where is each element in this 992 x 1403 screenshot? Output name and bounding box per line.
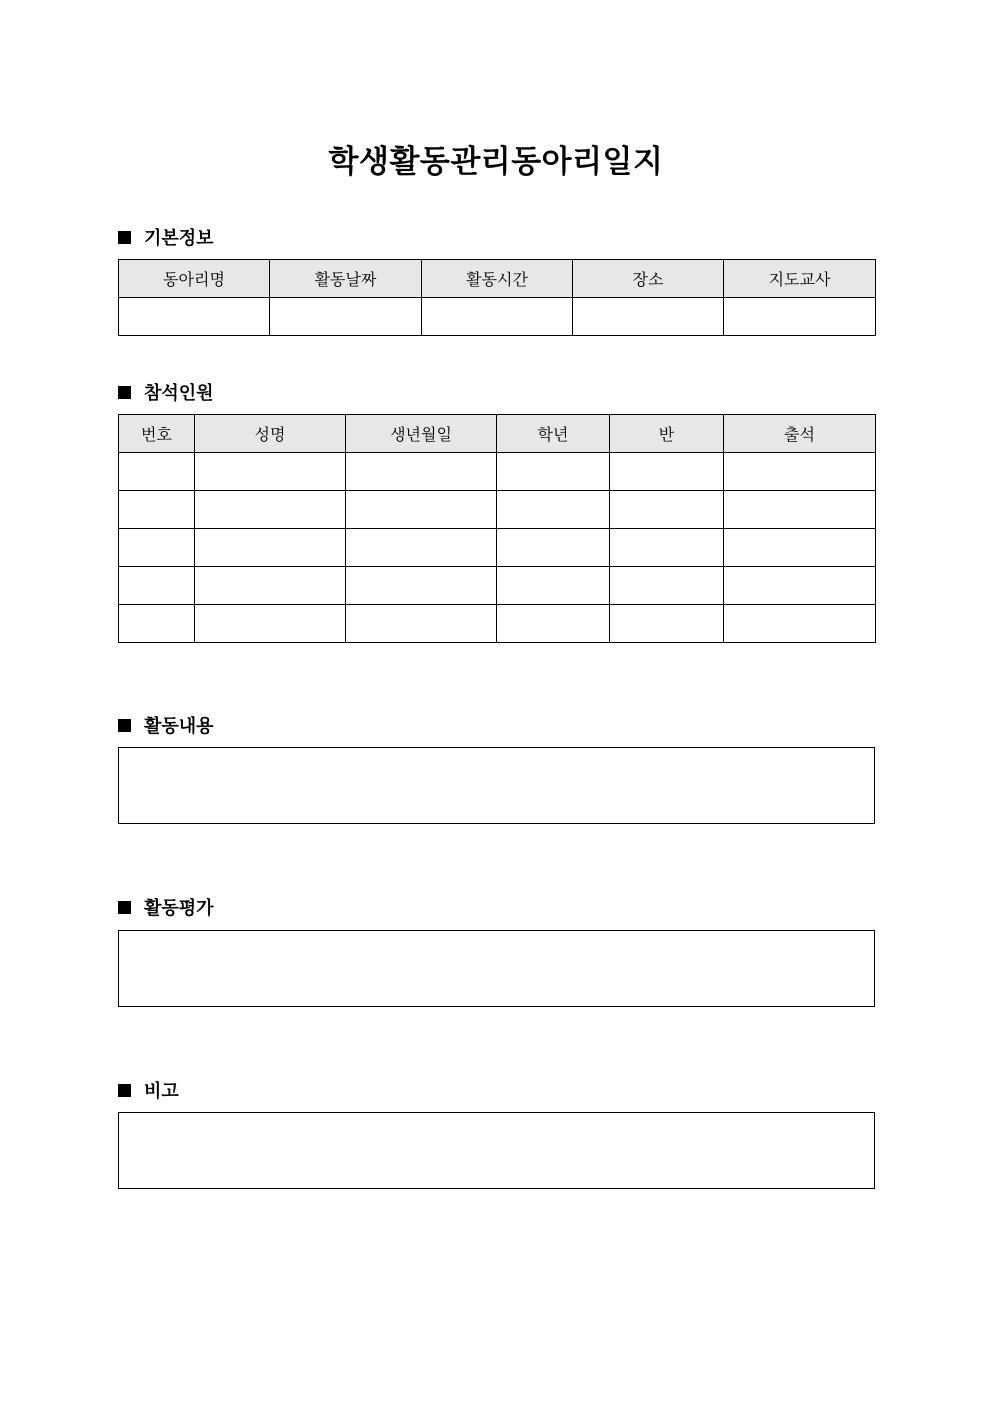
class-cell[interactable] bbox=[610, 567, 724, 605]
birthdate-cell[interactable] bbox=[346, 529, 497, 567]
grade-cell[interactable] bbox=[497, 567, 610, 605]
section-heading-attendees bbox=[118, 379, 214, 405]
name-cell[interactable] bbox=[195, 567, 346, 605]
class-cell[interactable] bbox=[610, 529, 724, 567]
name-cell[interactable] bbox=[195, 605, 346, 643]
birthdate-cell[interactable] bbox=[346, 453, 497, 491]
number-cell[interactable] bbox=[119, 491, 195, 529]
birthdate-cell[interactable] bbox=[346, 567, 497, 605]
section-heading-activity-content bbox=[118, 712, 214, 738]
column-header-activity-time: 활동시간 bbox=[422, 260, 573, 298]
class-cell[interactable] bbox=[610, 453, 724, 491]
column-header-name: 성명 bbox=[195, 415, 346, 453]
section-heading-label: 참석인원 bbox=[144, 383, 214, 404]
section-heading-label: 기본정보 bbox=[144, 228, 214, 249]
column-header-class: 반 bbox=[610, 415, 724, 453]
number-cell[interactable] bbox=[119, 529, 195, 567]
column-header-attendance: 출석 bbox=[724, 415, 876, 453]
square-bullet-icon bbox=[118, 719, 131, 732]
square-bullet-icon bbox=[118, 231, 131, 244]
section-heading-activity-evaluation bbox=[118, 894, 214, 920]
table-header-row bbox=[119, 415, 876, 453]
table-row bbox=[119, 453, 876, 491]
table-row bbox=[119, 529, 876, 567]
location-cell[interactable] bbox=[573, 298, 724, 336]
attendance-cell[interactable] bbox=[724, 453, 876, 491]
table-row bbox=[119, 605, 876, 643]
grade-cell[interactable] bbox=[497, 529, 610, 567]
section-heading-label: 활동평가 bbox=[144, 898, 214, 919]
column-header-advisor: 지도교사 bbox=[724, 260, 876, 298]
section-heading-label: 비고 bbox=[144, 1081, 179, 1102]
document-title: 학생활동관리동아리일지 bbox=[328, 144, 664, 180]
grade-cell[interactable] bbox=[497, 491, 610, 529]
section-heading-basic-info bbox=[118, 224, 214, 250]
column-header-birthdate: 생년월일 bbox=[346, 415, 497, 453]
class-cell[interactable] bbox=[610, 491, 724, 529]
grade-cell[interactable] bbox=[497, 453, 610, 491]
birthdate-cell[interactable] bbox=[346, 491, 497, 529]
attendance-cell[interactable] bbox=[724, 529, 876, 567]
grade-cell[interactable] bbox=[497, 605, 610, 643]
activity-time-cell[interactable] bbox=[422, 298, 573, 336]
column-header-grade: 학년 bbox=[497, 415, 610, 453]
attendance-cell[interactable] bbox=[724, 491, 876, 529]
birthdate-cell[interactable] bbox=[346, 605, 497, 643]
advisor-cell[interactable] bbox=[724, 298, 876, 336]
table-row bbox=[119, 491, 876, 529]
name-cell[interactable] bbox=[195, 529, 346, 567]
square-bullet-icon bbox=[118, 386, 131, 399]
table-row bbox=[119, 567, 876, 605]
activity-evaluation-box[interactable] bbox=[118, 930, 875, 1007]
section-heading-label: 활동내용 bbox=[144, 716, 214, 737]
class-cell[interactable] bbox=[610, 605, 724, 643]
table-header-row bbox=[119, 260, 876, 298]
column-header-number: 번호 bbox=[119, 415, 195, 453]
club-name-cell[interactable] bbox=[119, 298, 270, 336]
section-heading-remarks bbox=[118, 1077, 179, 1103]
column-header-club-name: 동아리명 bbox=[119, 260, 270, 298]
attendance-cell[interactable] bbox=[724, 567, 876, 605]
column-header-location: 장소 bbox=[573, 260, 724, 298]
table-row bbox=[119, 298, 876, 336]
square-bullet-icon bbox=[118, 1084, 131, 1097]
basic-info-table bbox=[118, 259, 876, 336]
attendees-table bbox=[118, 414, 876, 643]
name-cell[interactable] bbox=[195, 491, 346, 529]
name-cell[interactable] bbox=[195, 453, 346, 491]
number-cell[interactable] bbox=[119, 605, 195, 643]
number-cell[interactable] bbox=[119, 567, 195, 605]
activity-date-cell[interactable] bbox=[270, 298, 422, 336]
square-bullet-icon bbox=[118, 901, 131, 914]
column-header-activity-date: 활동날짜 bbox=[270, 260, 422, 298]
activity-content-box[interactable] bbox=[118, 747, 875, 824]
remarks-box[interactable] bbox=[118, 1112, 875, 1189]
number-cell[interactable] bbox=[119, 453, 195, 491]
attendance-cell[interactable] bbox=[724, 605, 876, 643]
